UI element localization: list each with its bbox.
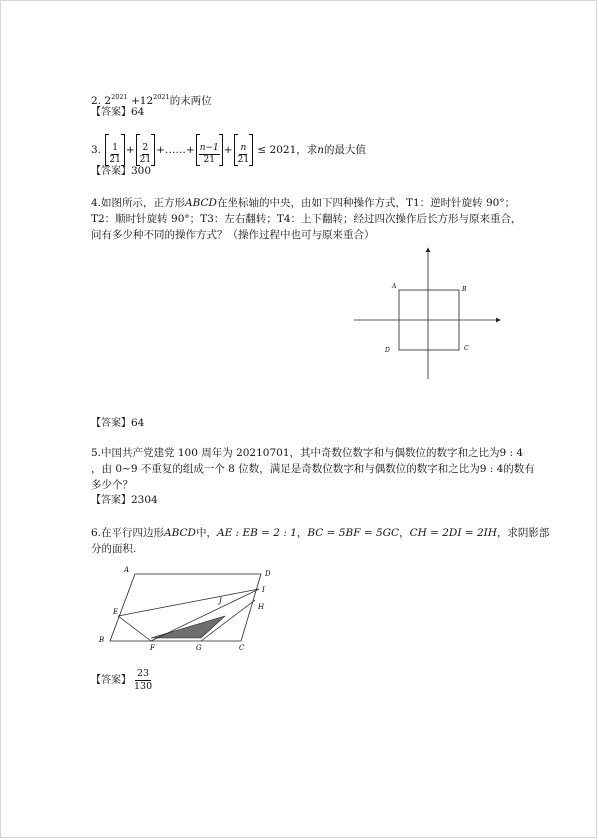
math-variable: ABCD — [185, 197, 217, 209]
answer-value: 300 — [131, 165, 152, 177]
label-f: F — [150, 644, 155, 652]
answer-label: 【答案】 — [91, 675, 131, 686]
math-variable: ABCD — [164, 527, 196, 539]
fraction-numerator: 23 — [137, 667, 150, 679]
problem-6-line-1 — [91, 526, 549, 540]
label-a: A — [124, 566, 130, 574]
answer-value: 64 — [131, 417, 145, 429]
fraction-denominator: 21 — [139, 155, 152, 165]
label-e: E — [113, 608, 119, 616]
fraction-numerator: n−1 — [199, 143, 219, 153]
fraction-numerator: 2 — [142, 143, 149, 153]
problem-4-line-1 — [91, 196, 515, 210]
answer-label: 【答案】 — [91, 495, 131, 506]
fraction-denominator: 21 — [203, 155, 215, 165]
fraction-numerator: 1 — [112, 143, 118, 153]
label-c: C — [239, 644, 245, 652]
problem-5-line-1 — [91, 446, 523, 460]
answer-4 — [91, 416, 144, 431]
answer-label: 【答案】 — [91, 107, 131, 118]
math-ratio: 9 : 4 — [479, 463, 504, 475]
label-d: D — [265, 570, 271, 578]
answer-fraction — [134, 668, 152, 693]
label-j: J — [219, 597, 222, 605]
problem-text: 在坐标轴的中央，由如下四种操作方式，T1：逆时针旋转 90°； — [216, 197, 516, 209]
square-on-axes-figure — [350, 243, 510, 383]
floor-fraction — [136, 134, 155, 166]
shaded-region — [151, 616, 225, 638]
problem-text: 问有多少种不同的操作方式？（操作过程中也可与原来重合） — [91, 229, 375, 241]
math-condition: BC = 5BF = 5GC — [307, 527, 400, 539]
problem-text: 的末两位 — [169, 95, 212, 107]
math-ratio: 9 : 4 — [499, 447, 524, 459]
problem-number: 2. — [91, 95, 102, 107]
problem-4-line-3 — [91, 228, 375, 242]
math-ellipsis: …… — [164, 144, 186, 156]
math-operator: + — [125, 144, 135, 156]
answer-2 — [91, 105, 144, 120]
label-i: I — [262, 586, 265, 594]
answer-5 — [91, 493, 158, 508]
problem-text: ≤ 2021，求 — [257, 144, 318, 156]
label-b: B — [99, 636, 105, 644]
problem-number: 3. — [91, 144, 102, 156]
label-h: H — [258, 603, 265, 611]
fraction-denominator: 21 — [237, 155, 250, 165]
answer-value: 2304 — [131, 494, 158, 506]
label-g: G — [196, 644, 202, 652]
problem-text: T2：顺时针旋转 90°；T3：左右翻转；T4：上下翻转；经过四次操作后长方形与原来重合， — [91, 213, 522, 225]
answer-3 — [91, 164, 151, 179]
problem-text: 分的面积. — [91, 543, 137, 555]
problem-4-line-2 — [91, 212, 522, 226]
math-operator: + — [223, 144, 233, 156]
fraction-denominator: 130 — [134, 680, 153, 692]
label-d: D — [385, 347, 390, 354]
fraction-numerator: n — [240, 143, 247, 153]
floor-fraction — [196, 134, 223, 166]
problem-text: 5.中国共产党建党 100 周年为 20210701，其中奇数位数字和与偶数位的数字和之比为 — [91, 447, 500, 459]
label-c: C — [464, 345, 469, 352]
math-exponent: 2021 — [111, 93, 128, 101]
parallelogram-figure — [95, 562, 290, 657]
math-operator: + — [185, 144, 195, 156]
answer-label: 【答案】 — [91, 418, 131, 429]
problem-text: 多少个？ — [91, 479, 133, 491]
problem-text: 中， — [195, 527, 217, 539]
answer-label: 【答案】 — [91, 166, 131, 177]
label-a: A — [392, 283, 397, 290]
punctuation: ， — [399, 527, 410, 539]
math-exponent: 2021 — [153, 93, 170, 101]
answer-value: 64 — [131, 106, 145, 118]
segment-ei — [118, 589, 259, 616]
problem-text: 的最大值 — [324, 144, 367, 156]
math-base: 2 — [104, 95, 112, 107]
segment-ef — [118, 616, 151, 641]
floor-fraction — [234, 134, 253, 166]
punctuation: ， — [296, 527, 308, 539]
problem-text: 4.如图所示，正方形 — [91, 197, 186, 209]
math-operator: + — [130, 95, 140, 107]
problem-text: 的数有 — [503, 463, 535, 475]
math-base: 12 — [139, 95, 154, 107]
problem-5-line-3 — [91, 478, 133, 492]
answer-6 — [91, 667, 152, 694]
problem-text: ，由 0~9 不重复的组成一个 8 位数，满足是奇数位数字和与偶数位的数字和之比为 — [91, 463, 480, 475]
problem-text: 6.在平行四边形 — [91, 527, 165, 539]
problem-text: ，求阴影部 — [496, 527, 550, 539]
fraction-denominator: 21 — [109, 155, 121, 165]
math-condition: AE : EB = 2 : 1 — [216, 527, 297, 539]
problem-3 — [91, 134, 366, 166]
problem-5-line-2 — [91, 462, 535, 476]
floor-fraction — [105, 134, 124, 166]
label-b: B — [462, 286, 467, 293]
math-variable: n — [317, 144, 325, 156]
math-operator: + — [156, 144, 165, 156]
math-condition: CH = 2DI = 2IH — [409, 527, 497, 539]
problem-6-line-2 — [91, 542, 136, 556]
